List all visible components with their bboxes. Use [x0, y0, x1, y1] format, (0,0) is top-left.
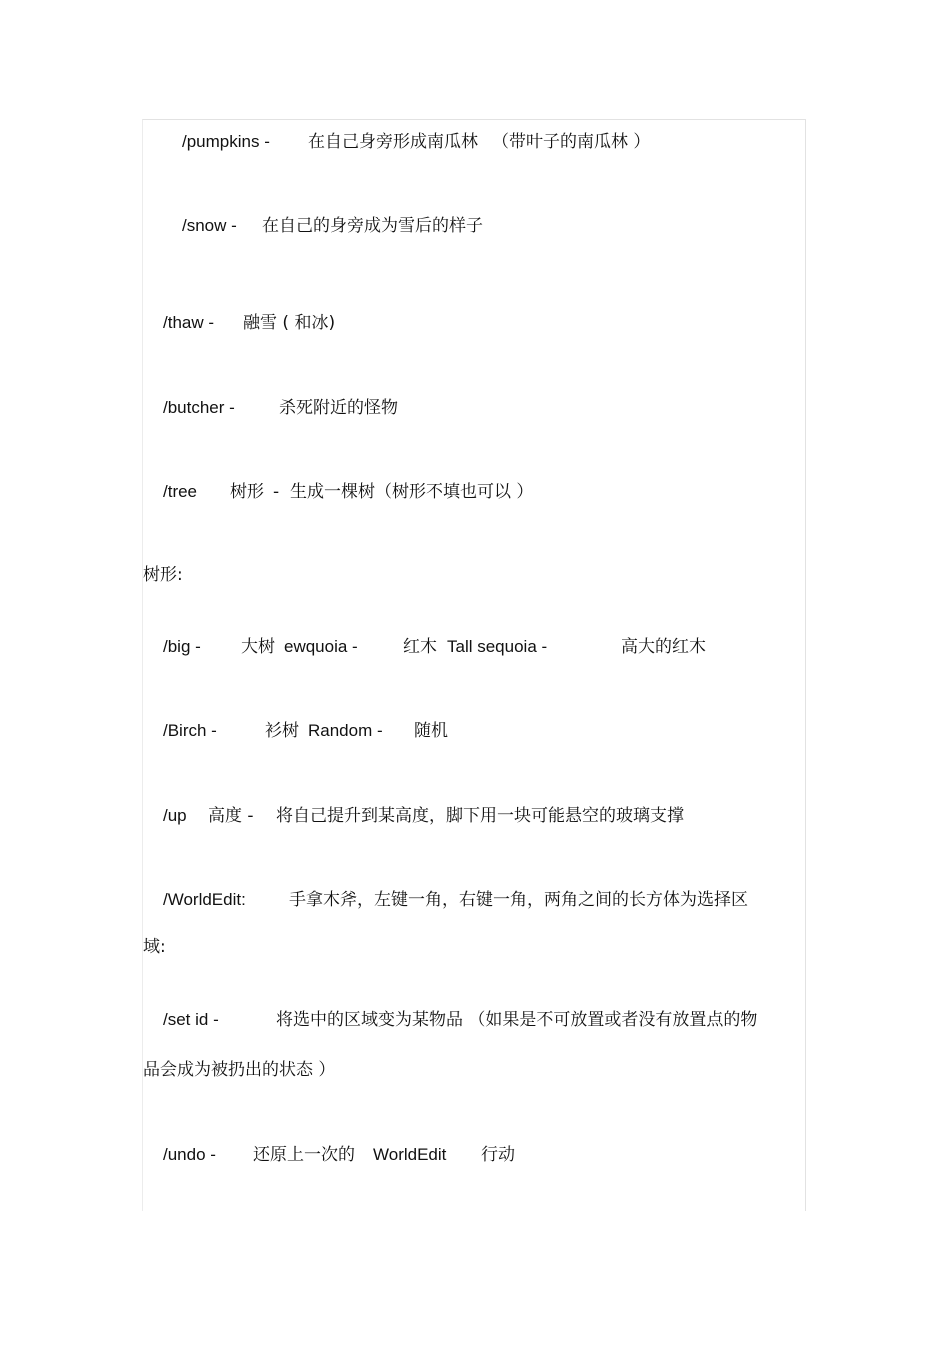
line-worldedit-cont: [0, 937, 950, 959]
cmd-undo: /undo -: [163, 1145, 216, 1164]
desc-thaw: 融雪 ( 和冰): [243, 313, 336, 333]
desc-birch: 衫树: [265, 721, 299, 741]
note-pumpkins: （带叶子的南瓜林 ）: [492, 132, 651, 152]
desc-tree: - 生成一棵树（树形不填也可以 ）: [273, 482, 534, 502]
cmd-thaw: /thaw -: [163, 313, 215, 332]
desc-undo-action: 行动: [481, 1145, 515, 1165]
cmd-undo-worldedit: WorldEdit: [373, 1145, 447, 1164]
line-worldedit: [0, 890, 950, 912]
line-pumpkins: [0, 132, 950, 154]
line-snow: [0, 216, 950, 238]
cmd-ewquoia: ewquoia -: [284, 637, 358, 656]
desc-worldedit-cont: 域:: [143, 937, 166, 957]
cmd-big: /big -: [163, 637, 201, 656]
desc-snow: 在自己的身旁成为雪后的样子: [262, 216, 483, 236]
cmd-worldedit: /WorldEdit:: [163, 890, 246, 909]
cmd-random: Random -: [308, 721, 383, 740]
arg-up: 高度 -: [208, 806, 254, 826]
desc-big: 大树: [241, 637, 275, 657]
line-birch: [0, 721, 950, 743]
desc-pumpkins: 在自己身旁形成南瓜林: [308, 132, 478, 152]
desc-set: 将选中的区域变为某物品 （如果是不可放置或者没有放置点的物: [276, 1010, 758, 1030]
cmd-snow: /snow -: [182, 216, 237, 235]
line-set-cont: [0, 1060, 950, 1082]
line-thaw: [0, 313, 950, 335]
line-undo: [0, 1145, 950, 1167]
arg-tree: 树形: [230, 482, 264, 502]
line-butcher: [0, 398, 950, 420]
desc-random: 随机: [414, 721, 448, 741]
cmd-pumpkins: /pumpkins -: [182, 132, 270, 151]
desc-tall-sequoia: 高大的红木: [621, 637, 706, 657]
cmd-birch: /Birch -: [163, 721, 217, 740]
line-up: [0, 806, 950, 828]
cmd-up: /up: [163, 806, 187, 825]
desc-butcher: 杀死附近的怪物: [279, 398, 398, 418]
line-tree-types-label: [0, 565, 950, 587]
line-set: [0, 1010, 950, 1032]
desc-undo: 还原上一次的: [253, 1145, 355, 1165]
cmd-tree: /tree: [163, 482, 198, 501]
desc-up: 将自己提升到某高度，脚下用一块可能悬空的玻璃支撑: [276, 806, 684, 826]
desc-ewquoia: 红木: [403, 637, 437, 657]
cmd-tall-sequoia: Tall sequoia -: [447, 637, 548, 656]
cmd-butcher: /butcher -: [163, 398, 235, 417]
line-tree: [0, 482, 950, 504]
line-big: [0, 637, 950, 659]
tree-types-label: 树形:: [143, 565, 183, 585]
desc-set-cont: 品会成为被扔出的状态 ）: [143, 1060, 336, 1080]
page-frame: [142, 119, 806, 1211]
desc-worldedit: 手拿木斧，左键一角，右键一角，两角之间的长方体为选择区: [289, 890, 748, 910]
cmd-set: /set id -: [163, 1010, 219, 1029]
